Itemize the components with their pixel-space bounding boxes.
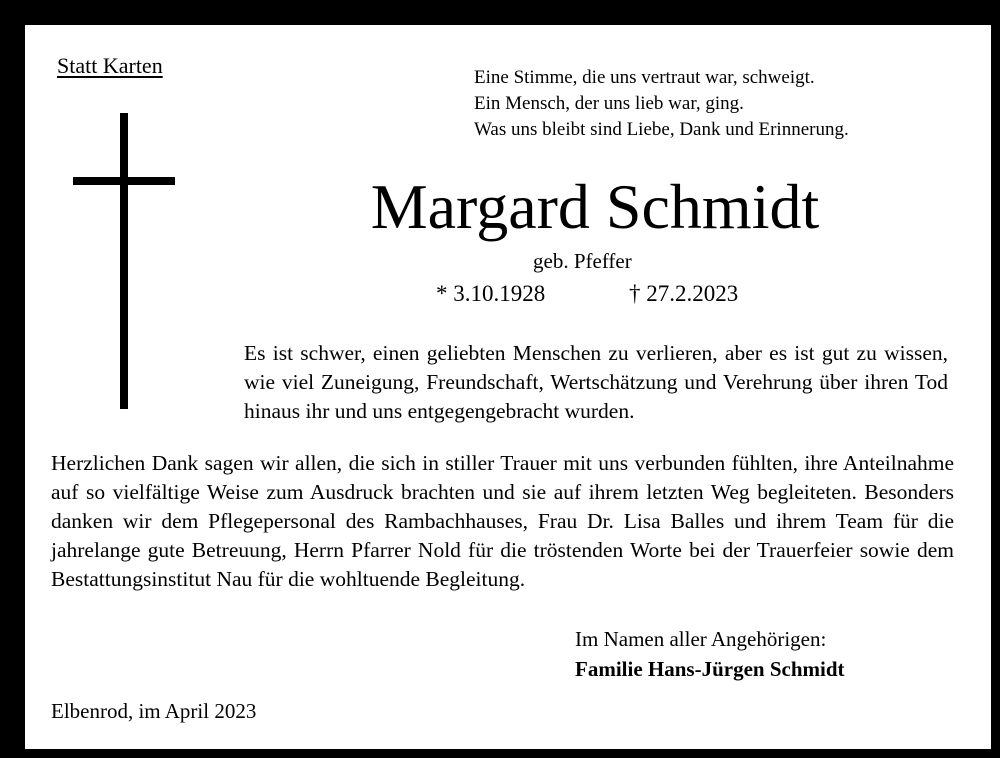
birth-date: * 3.10.1928 xyxy=(436,281,546,306)
statt-karten-label: Statt Karten xyxy=(57,53,163,78)
latin-cross-icon xyxy=(73,113,175,409)
poem-line: Ein Mensch, der uns lieb war, ging. xyxy=(474,93,744,114)
maiden-name: geb. Pfeffer xyxy=(533,249,632,273)
poem-line: Was uns bleibt sind Liebe, Dank und Erinnerung. xyxy=(474,119,849,140)
signature-family: Familie Hans-Jürgen Schmidt xyxy=(575,657,845,681)
obituary-card xyxy=(23,23,993,751)
thanks-paragraph: Herzlichen Dank sagen wir allen, die sich in stiller Trauer mit uns verbunden fühlten, ihre Anteilnahme auf so vielfältige Weise zum Ausdruck brachten und sie auf ihrem letzten Weg begleiteten. Besonders danken wir dem Pflegepersonal des Rambachhauses, Frau Dr. Lisa Balles und ihrem Team für die jahrelange gute Betreuung, Herrn Pfarrer Nold für die tröstenden Worte bei der Trauerfeier sowie dem Bestattungsinstitut Nau für die wohltuende Begleitung. xyxy=(51,451,954,591)
cross-vertical-bar xyxy=(120,113,128,409)
death-date: † 27.2.2023 xyxy=(629,281,739,306)
poem-line: Eine Stimme, die uns vertraut war, schweigt. xyxy=(474,67,815,88)
outer-frame xyxy=(8,8,992,750)
deceased-name: Margard Schmidt xyxy=(370,171,820,242)
place-and-date: Elbenrod, im April 2023 xyxy=(51,699,257,723)
quote-paragraph: Es ist schwer, einen geliebten Menschen zu verlieren, aber es ist gut zu wissen, wie viel Zuneigung, Freundschaft, Wertschätzung und Verehrung über ihren Tod hinaus ihr und uns entgegengebracht wurden. xyxy=(244,341,948,423)
signature-intro: Im Namen aller Angehörigen: xyxy=(575,627,827,651)
poem xyxy=(474,65,849,143)
